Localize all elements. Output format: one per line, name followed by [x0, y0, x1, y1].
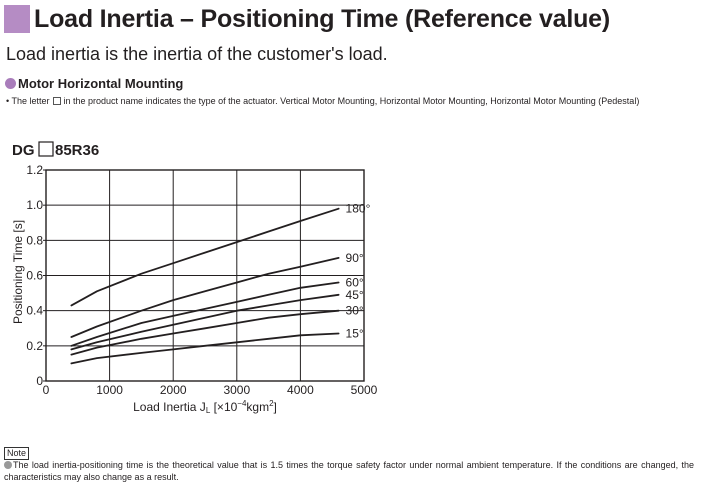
- x-tick-label: 3000: [223, 383, 251, 397]
- model-placeholder-box-icon: [39, 142, 53, 156]
- series-label: 180°: [345, 201, 371, 216]
- x-tick-label: 5000: [350, 383, 378, 397]
- bullet-suffix: in the product name indicates the type of the actuator. Vertical Motor Mounting, Horizontal Motor Mounting, Horizontal Motor Mounting (Pedestal): [63, 96, 640, 106]
- note-bullet-icon: [4, 461, 12, 469]
- note-text: The load inertia-positioning time is the theoretical value that is 1.5 times the torque safety factor under normal ambient temperature. If the conditions are changed, the characteristics may also change as a result.: [4, 460, 694, 482]
- chart-series-labels: [346, 202, 371, 341]
- subheading: Motor Horizontal Mounting: [18, 76, 184, 91]
- series-label: 90°: [345, 250, 364, 265]
- intro-text: Load inertia is the inertia of the customer's load.: [6, 44, 388, 64]
- y-axis-label: Positioning Time [s]: [11, 219, 25, 325]
- series-label: 15°: [345, 326, 364, 341]
- note-label: Note: [4, 447, 29, 460]
- y-tick-label: 0.8: [26, 233, 43, 248]
- series-label: 60°: [345, 275, 364, 290]
- y-tick-label: 1.2: [26, 163, 43, 177]
- x-tick-label: 0: [42, 383, 50, 397]
- x-tick-label: 1000: [96, 383, 123, 397]
- page-title: Load Inertia – Positioning Time (Reference value): [34, 4, 610, 33]
- y-tick-label: 0.2: [26, 338, 43, 353]
- y-tick-label: 0: [36, 374, 43, 388]
- series-label: 30°: [345, 303, 364, 318]
- y-tick-label: 0.6: [26, 268, 43, 283]
- y-tick-label: 1.0: [26, 198, 43, 213]
- note-text-row: [4, 459, 694, 483]
- model-suffix: 85R36: [55, 142, 100, 159]
- x-tick-label: 2000: [159, 383, 187, 397]
- model-name: DG: [12, 142, 35, 159]
- series-label: 45°: [345, 287, 364, 302]
- series-line: [71, 258, 338, 337]
- bullet-prefix: • The letter: [6, 96, 50, 106]
- x-tick-label: 4000: [287, 383, 314, 397]
- y-tick-label: 0.4: [26, 303, 43, 318]
- x-axis-label: Load Inertia JL $[\times 10^{-4}kgm^2]$: [133, 399, 277, 415]
- chart-series: [71, 209, 338, 364]
